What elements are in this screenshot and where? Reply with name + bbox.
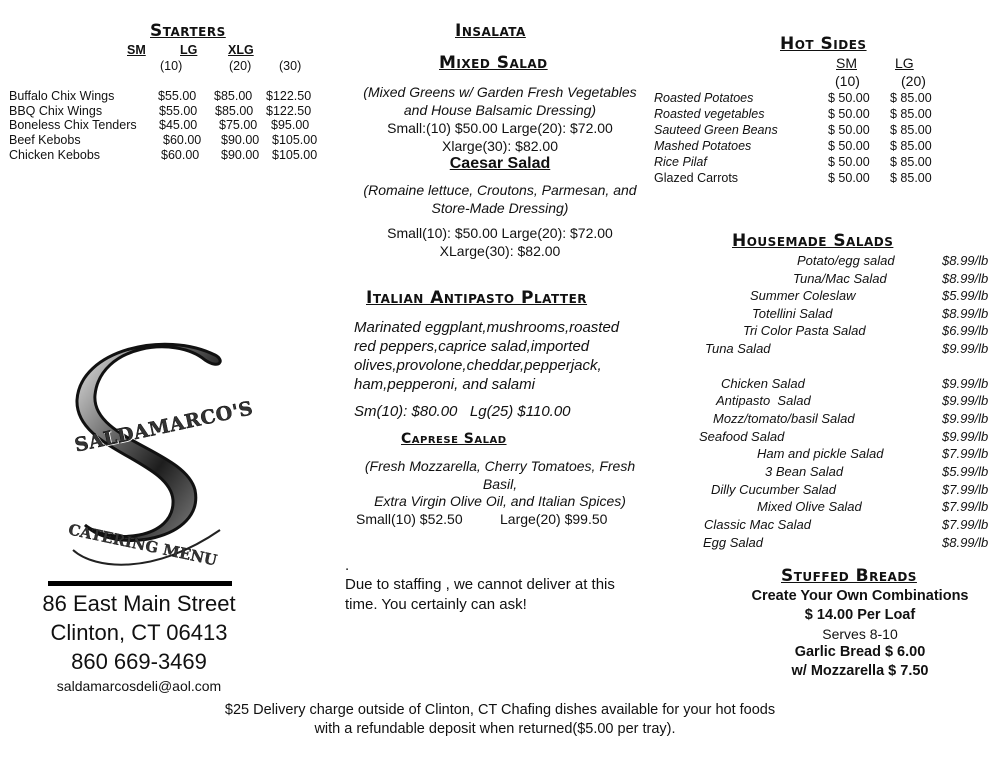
mixed-salad-price: Small:(10) $50.00 Large(20): $72.00 (387, 120, 613, 136)
housemade-item-price: $5.99/lb (942, 288, 989, 303)
housemade-item-name: Chicken Salad (721, 376, 805, 391)
hot-count-sm: (10) (835, 73, 860, 89)
count-lg: (20) (229, 59, 252, 73)
antipasto-desc: Marinated eggplant,mushrooms,roasted (354, 319, 620, 336)
caesar-salad-price: Small(10): $50.00 Large(20): $72.00 (387, 225, 613, 241)
hot-side-name: Roasted Potatoes (654, 91, 754, 105)
housemade-item-price: $9.99/lb (942, 411, 989, 426)
starter-price-lg: $85.00 (214, 89, 253, 103)
contact-divider (48, 581, 232, 586)
caprese-price-large: Large(20) $99.50 (500, 511, 608, 527)
caesar-salad-desc: (Romaine lettuce, Croutons, Parmesan, and (363, 182, 637, 198)
starters-title: Starters (150, 21, 226, 41)
contact-city: Clinton, CT 06413 (50, 620, 228, 645)
hot-side-price-sm: $ 50.00 (828, 123, 870, 137)
starter-name: Chicken Kebobs (9, 148, 101, 162)
caprese-title: Caprese Salad (401, 431, 507, 447)
insalata-title: Insalata (455, 21, 526, 41)
housemade-item-price: $9.99/lb (942, 429, 989, 444)
housemade-item-price: $8.99/lb (942, 306, 989, 321)
starter-item (9, 133, 339, 148)
stuffed-breads-line: Create Your Own Combinations (751, 588, 969, 604)
logo (55, 340, 256, 580)
size-sm: SM (127, 43, 146, 57)
mixed-salad-desc: and House Balsamic Dressing) (403, 102, 597, 118)
starter-price-sm: $60.00 (163, 133, 202, 147)
housemade-item-price: $7.99/lb (942, 446, 989, 461)
housemade-item-price: $7.99/lb (942, 517, 989, 532)
housemade-item-price: $9.99/lb (942, 341, 989, 356)
hot-side-price-lg: $ 85.00 (890, 123, 932, 137)
starter-price-xlg: $105.00 (272, 133, 318, 147)
stuffed-breads-line: Serves 8-10 (822, 626, 898, 642)
size-xlg: XLG (228, 43, 254, 57)
housemade-item-name: Mixed Olive Salad (757, 499, 862, 514)
hot-side-name: Mashed Potatoes (654, 139, 752, 153)
hot-side-name: Rice Pilaf (654, 155, 707, 169)
hot-side-item (654, 139, 954, 155)
notice-text: Due to staffing , we cannot deliver at this (345, 576, 615, 593)
starter-price-lg: $90.00 (221, 148, 260, 162)
contact-phone: 860 669-3469 (71, 649, 207, 674)
hot-side-price-lg: $ 85.00 (890, 91, 932, 105)
caesar-salad-desc: Store-Made Dressing) (431, 200, 569, 216)
hot-side-name: Sauteed Green Beans (654, 123, 778, 137)
logo-name: SALDAMARCO'S (72, 397, 256, 457)
housemade-item-name: Totellini Salad (752, 306, 833, 321)
starter-price-sm: $55.00 (158, 89, 197, 103)
hot-side-price-lg: $ 85.00 (890, 107, 932, 121)
caprese-desc: (Fresh Mozzarella, Cherry Tomatoes, Fresh (364, 458, 636, 474)
footer-line: with a refundable deposit when returned($5.00 per tray). (314, 721, 676, 737)
hot-side-price-lg: $ 85.00 (890, 171, 932, 185)
housemade-item-name: 3 Bean Salad (765, 464, 844, 479)
starter-item (9, 148, 339, 163)
housemade-item-name: Dilly Cucumber Salad (711, 482, 836, 497)
logo-subtitle: CATERING MENU (66, 520, 219, 570)
hot-side-item (654, 123, 954, 139)
antipasto-title: Italian Antipasto Platter (366, 288, 588, 308)
starter-price-xlg: $95.00 (271, 118, 310, 132)
antipasto-desc: ham,pepperoni, and salami (354, 376, 535, 393)
contact-email: saldamarcosdeli@aol.com (56, 678, 222, 694)
starter-price-lg: $85.00 (215, 104, 254, 118)
hot-side-price-sm: $ 50.00 (828, 155, 870, 169)
housemade-item-name: Tuna/Mac Salad (793, 271, 887, 286)
starter-price-lg: $75.00 (219, 118, 258, 132)
hot-count-lg: (20) (901, 73, 926, 89)
hot-side-item (654, 155, 954, 171)
hot-side-price-sm: $ 50.00 (828, 139, 870, 153)
stuffed-breads-line: w/ Mozzarella $ 7.50 (791, 663, 929, 679)
stuffed-breads-line: Garlic Bread $ 6.00 (794, 644, 926, 660)
caesar-salad-title: Caesar Salad (449, 155, 551, 172)
hot-size-lg: LG (895, 55, 914, 71)
housemade-item-name: Classic Mac Salad (704, 517, 811, 532)
hot-side-price-lg: $ 85.00 (890, 155, 932, 169)
contact-street: 86 East Main Street (42, 591, 236, 616)
housemade-item-name: Mozz/tomato/basil Salad (713, 411, 855, 426)
notice-text: time. You certainly can ask! (345, 596, 527, 613)
starter-name: Boneless Chix Tenders (9, 118, 137, 132)
footer-line: $25 Delivery charge outside of Clinton, CT Chafing dishes available for your hot foods (224, 702, 776, 718)
hot-sides-title: Hot Sides (780, 34, 867, 54)
housemade-item-price: $9.99/lb (942, 393, 989, 408)
starter-price-xlg: $105.00 (272, 148, 318, 162)
hot-side-price-sm: $ 50.00 (828, 91, 870, 105)
housemade-item-name: Potato/egg salad (797, 253, 895, 268)
hot-side-price-sm: $ 50.00 (828, 107, 870, 121)
housemade-item-name: Tuna Salad (705, 341, 771, 356)
starter-name: Buffalo Chix Wings (9, 89, 115, 103)
housemade-item-name: Antipasto Salad (716, 393, 811, 408)
caprese-desc: Basil, (482, 476, 518, 492)
housemade-item-name: Tri Color Pasta Salad (743, 323, 866, 338)
caesar-salad-price: XLarge(30): $82.00 (439, 243, 561, 259)
starter-price-xlg: $122.50 (266, 104, 312, 118)
starter-item (9, 104, 339, 119)
hot-side-item (654, 91, 954, 107)
housemade-item-price: $5.99/lb (942, 464, 989, 479)
hot-side-item (654, 171, 954, 187)
starter-name: Beef Kebobs (9, 133, 81, 147)
count-sm: (10) (160, 59, 183, 73)
housemade-item-price: $6.99/lb (942, 323, 989, 338)
starter-item (9, 118, 339, 133)
housemade-item-price: $9.99/lb (942, 376, 989, 391)
hot-side-price-lg: $ 85.00 (890, 139, 932, 153)
mixed-salad-desc: (Mixed Greens w/ Garden Fresh Vegetables (363, 84, 637, 100)
caprese-price-small: Small(10) $52.50 (356, 511, 463, 527)
housemade-item-name: Egg Salad (703, 535, 763, 550)
antipasto-desc: olives,provolone,cheddar,pepperjack, (354, 357, 602, 374)
starter-price-sm: $55.00 (159, 104, 198, 118)
notice-dot: . (345, 557, 350, 574)
hot-side-name: Glazed Carrots (654, 171, 739, 185)
size-lg: LG (180, 43, 198, 57)
housemade-item-price: $8.99/lb (942, 253, 989, 268)
hot-size-sm: SM (836, 55, 857, 71)
caprese-desc: Extra Virgin Olive Oil, and Italian Spices) (374, 493, 626, 509)
housemade-item-name: Summer Coleslaw (750, 288, 856, 303)
count-xlg: (30) (279, 59, 302, 73)
stuffed-breads-line: $ 14.00 Per Loaf (804, 607, 916, 623)
housemade-item-name: Seafood Salad (699, 429, 785, 444)
antipasto-desc: red peppers,caprice salad,imported (354, 338, 590, 355)
mixed-salad-title: Mixed Salad (439, 53, 548, 73)
antipasto-price: Sm(10): $80.00 Lg(25) $110.00 (354, 403, 571, 420)
housemade-title: Housemade Salads (732, 231, 894, 251)
starter-price-sm: $45.00 (159, 118, 198, 132)
starter-price-sm: $60.00 (161, 148, 200, 162)
housemade-item-name: Ham and pickle Salad (757, 446, 884, 461)
housemade-item-price: $8.99/lb (942, 271, 989, 286)
hot-side-price-sm: $ 50.00 (828, 171, 870, 185)
starter-price-lg: $90.00 (221, 133, 260, 147)
starter-item (9, 89, 339, 104)
housemade-item-price: $7.99/lb (942, 499, 989, 514)
starter-name: BBQ Chix Wings (9, 104, 103, 118)
housemade-item-price: $8.99/lb (942, 535, 989, 550)
hot-side-item (654, 107, 954, 123)
starter-price-xlg: $122.50 (266, 89, 312, 103)
stuffed-breads-title: Stuffed Breads (781, 566, 917, 586)
hot-side-name: Roasted vegetables (654, 107, 765, 121)
mixed-salad-price: Xlarge(30): $82.00 (442, 138, 558, 154)
housemade-item-price: $7.99/lb (942, 482, 989, 497)
